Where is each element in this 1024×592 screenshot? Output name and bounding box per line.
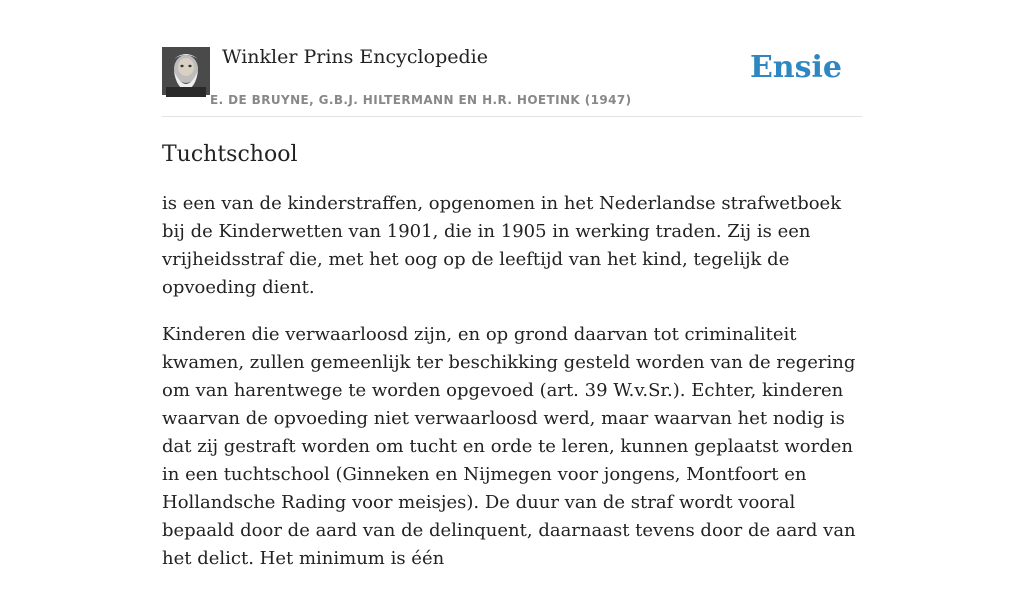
site-authors: E. DE BRUYNE, G.B.J. HILTERMANN EN H.R. HOETINK (1947): [210, 93, 632, 107]
ensie-logo-link[interactable]: Ensie: [749, 50, 842, 85]
article-paragraph-1: is een van de kinderstraffen, opgenomen in het Nederlandse strafwetboek bij de Kinderwetten van 1901, die in 1905 in werking traden. Zij is een vrijheidsstraf die, met het oog op de leeftijd van het kind, tegelijk de opvoeding dient.: [162, 193, 842, 298]
site-header: [162, 0, 862, 117]
bearded-man-portrait-icon[interactable]: [162, 47, 210, 95]
site-title[interactable]: Winkler Prins Encyclopedie: [222, 46, 488, 68]
article: [162, 139, 862, 592]
article-title: Tuchtschool: [162, 142, 298, 167]
article-paragraph-2: Kinderen die verwaarloosd zijn, en op grond daarvan tot criminaliteit kwamen, zullen gemeenlijk ter beschikking gesteld worden van de regering om van harentwege te worden opgevoed (art. 39 W.v.Sr.). Echter, kinderen waarvan de opvoeding niet verwaarloosd werd, maar waarvan het nodig is dat zij gestraft worden om tucht en orde te leren, kunnen geplaatst worden in een tuchtschool (Ginneken en Nijmegen voor jongens, Montfoort en Hollandsche Rading voor meisjes). De duur van de straf wordt vooral bepaald door de aard van de delinquent, daarnaast tevens door de aard van het delict. Het minimum is één: [162, 324, 856, 569]
